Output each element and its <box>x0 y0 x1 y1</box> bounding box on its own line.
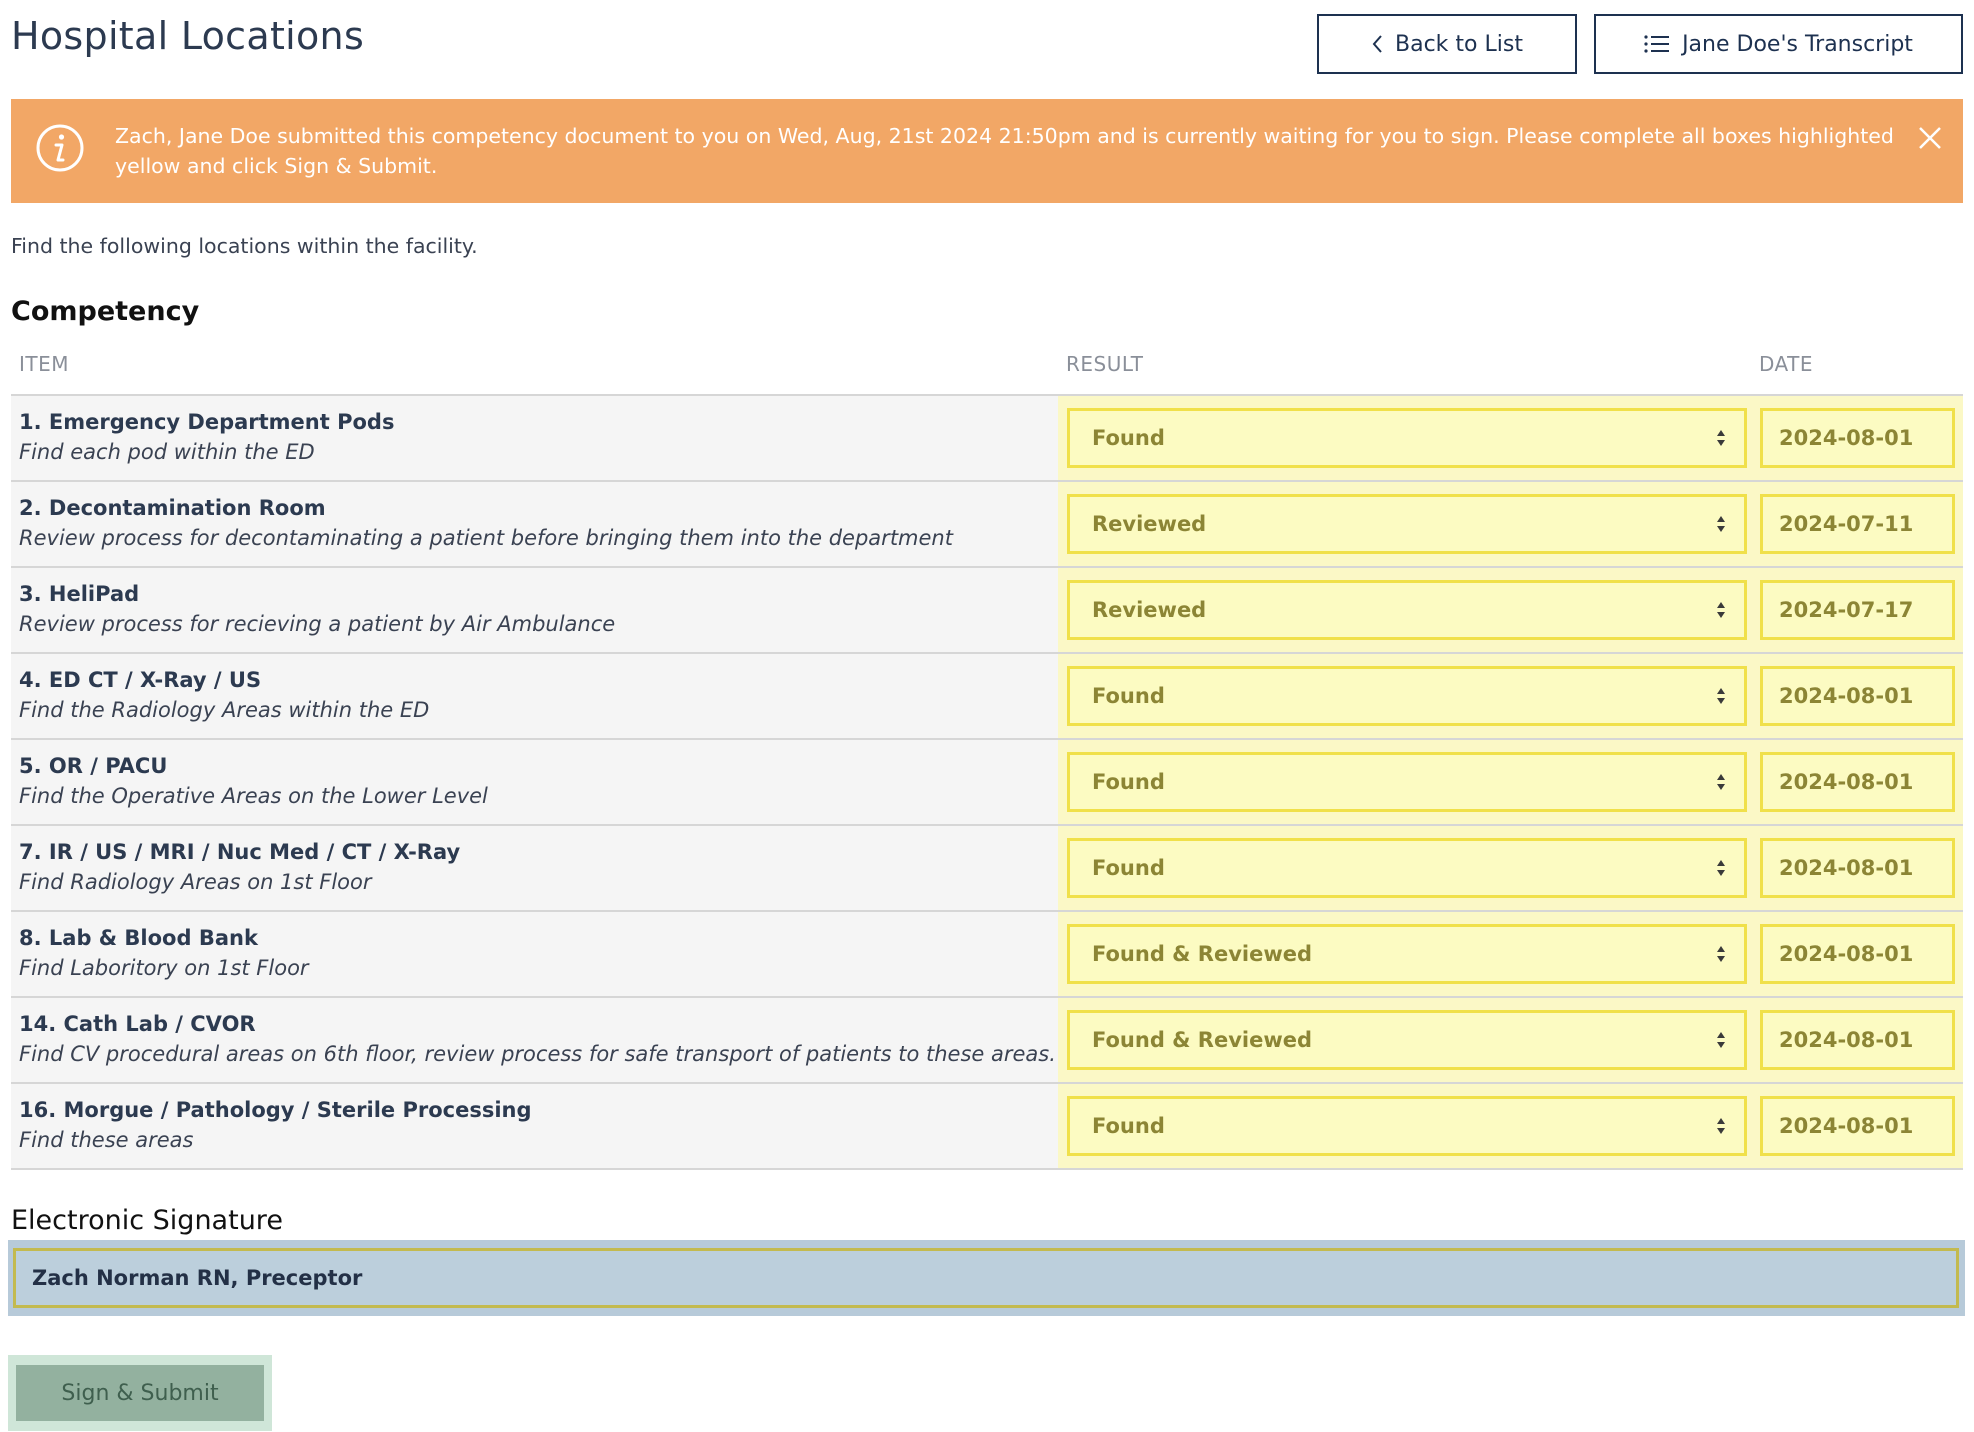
sort-arrows-icon <box>1716 771 1726 793</box>
item-cell <box>11 1084 1058 1168</box>
table-row <box>11 740 1963 826</box>
date-input[interactable]: 2024-08-01 <box>1760 1010 1955 1070</box>
column-header-date: DATE <box>1759 352 1814 376</box>
close-icon[interactable] <box>1917 125 1943 151</box>
result-select[interactable] <box>1067 408 1747 468</box>
result-value: Found & Reviewed <box>1092 942 1313 966</box>
sort-arrows-icon <box>1716 1115 1726 1137</box>
item-cell <box>11 654 1058 738</box>
sort-arrows-icon <box>1716 599 1726 621</box>
sort-arrows-icon <box>1716 685 1726 707</box>
result-value: Found <box>1092 770 1165 794</box>
back-to-list-button[interactable] <box>1317 14 1577 74</box>
sign-submit-button[interactable]: Sign & Submit <box>16 1365 264 1421</box>
item-description: Find Laboritory on 1st Floor <box>19 956 309 980</box>
item-cell <box>11 912 1058 996</box>
alert-message: Zach, Jane Doe submitted this competency document to you on Wed, Aug, 21st 2024 21:50pm and is currently waiting for you to sign. Please complete all boxes highlighted yellow and click Sign & Submit. <box>115 124 1894 178</box>
column-header-result: RESULT <box>1066 352 1144 376</box>
date-input[interactable]: 2024-07-17 <box>1760 580 1955 640</box>
item-title: 8. Lab & Blood Bank <box>19 926 258 950</box>
item-title: 1. Emergency Department Pods <box>19 410 395 434</box>
date-input[interactable]: 2024-07-11 <box>1760 494 1955 554</box>
sort-arrows-icon <box>1716 427 1726 449</box>
table-row <box>11 1084 1963 1170</box>
table-row <box>11 826 1963 912</box>
page-title: Hospital Locations <box>11 14 365 58</box>
item-title: 16. Morgue / Pathology / Sterile Processing <box>19 1098 532 1122</box>
item-title: 5. OR / PACU <box>19 754 168 778</box>
list-icon <box>1644 34 1670 54</box>
result-value: Found <box>1092 426 1165 450</box>
sort-arrows-icon <box>1716 857 1726 879</box>
item-cell <box>11 482 1058 566</box>
item-description: Find each pod within the ED <box>19 440 315 464</box>
item-description: Find Radiology Areas on 1st Floor <box>19 870 372 894</box>
result-select[interactable] <box>1067 1010 1747 1070</box>
result-value: Reviewed <box>1092 598 1207 622</box>
table-row <box>11 912 1963 998</box>
table-row <box>11 482 1963 568</box>
item-description: Review process for decontaminating a patient before bringing them into the department <box>19 526 953 550</box>
result-value: Found <box>1092 856 1165 880</box>
chevron-left-icon <box>1371 34 1383 54</box>
date-input[interactable]: 2024-08-01 <box>1760 924 1955 984</box>
item-cell <box>11 998 1058 1082</box>
result-value: Found <box>1092 1114 1165 1138</box>
date-input[interactable]: 2024-08-01 <box>1760 1096 1955 1156</box>
result-value: Found & Reviewed <box>1092 1028 1313 1052</box>
item-title: 2. Decontamination Room <box>19 496 326 520</box>
result-select[interactable] <box>1067 838 1747 898</box>
item-cell <box>11 568 1058 652</box>
result-select[interactable] <box>1067 580 1747 640</box>
item-title: 3. HeliPad <box>19 582 140 606</box>
item-title: 14. Cath Lab / CVOR <box>19 1012 256 1036</box>
result-select[interactable] <box>1067 924 1747 984</box>
date-input[interactable]: 2024-08-01 <box>1760 752 1955 812</box>
alert-banner <box>11 99 1963 203</box>
intro-text: Find the following locations within the facility. <box>11 234 478 258</box>
result-select[interactable] <box>1067 494 1747 554</box>
sort-arrows-icon <box>1716 1029 1726 1051</box>
result-value: Found <box>1092 684 1165 708</box>
transcript-button[interactable] <box>1594 14 1963 74</box>
date-input[interactable]: 2024-08-01 <box>1760 666 1955 726</box>
info-icon <box>35 123 85 173</box>
column-header-item: ITEM <box>19 352 70 376</box>
signature-field-wrapper <box>8 1240 1965 1316</box>
result-select[interactable] <box>1067 1096 1747 1156</box>
transcript-label: Jane Doe's Transcript <box>1682 31 1913 57</box>
item-description: Find the Radiology Areas within the ED <box>19 698 430 722</box>
signature-input[interactable]: Zach Norman RN, Preceptor <box>13 1248 1959 1308</box>
item-title: 4. ED CT / X-Ray / US <box>19 668 262 692</box>
item-title: 7. IR / US / MRI / Nuc Med / CT / X-Ray <box>19 840 461 864</box>
date-input[interactable]: 2024-08-01 <box>1760 838 1955 898</box>
table-row <box>11 654 1963 740</box>
competency-table <box>11 352 1963 1170</box>
result-value: Reviewed <box>1092 512 1207 536</box>
signature-label: Electronic Signature <box>11 1205 283 1236</box>
result-select[interactable] <box>1067 666 1747 726</box>
submit-wrapper <box>8 1355 272 1431</box>
sort-arrows-icon <box>1716 943 1726 965</box>
table-row <box>11 998 1963 1084</box>
item-cell <box>11 740 1058 824</box>
table-header <box>11 352 1963 396</box>
item-cell <box>11 826 1058 910</box>
date-input[interactable]: 2024-08-01 <box>1760 408 1955 468</box>
item-description: Find the Operative Areas on the Lower Level <box>19 784 488 808</box>
result-select[interactable] <box>1067 752 1747 812</box>
item-cell <box>11 396 1058 480</box>
table-row <box>11 396 1963 482</box>
back-to-list-label: Back to List <box>1395 31 1523 57</box>
sort-arrows-icon <box>1716 513 1726 535</box>
competency-heading: Competency <box>11 296 200 327</box>
item-description: Review process for recieving a patient by Air Ambulance <box>19 612 616 636</box>
item-description: Find CV procedural areas on 6th floor, review process for safe transport of patients to these areas. <box>19 1042 1056 1066</box>
item-description: Find these areas <box>19 1128 194 1152</box>
table-row <box>11 568 1963 654</box>
